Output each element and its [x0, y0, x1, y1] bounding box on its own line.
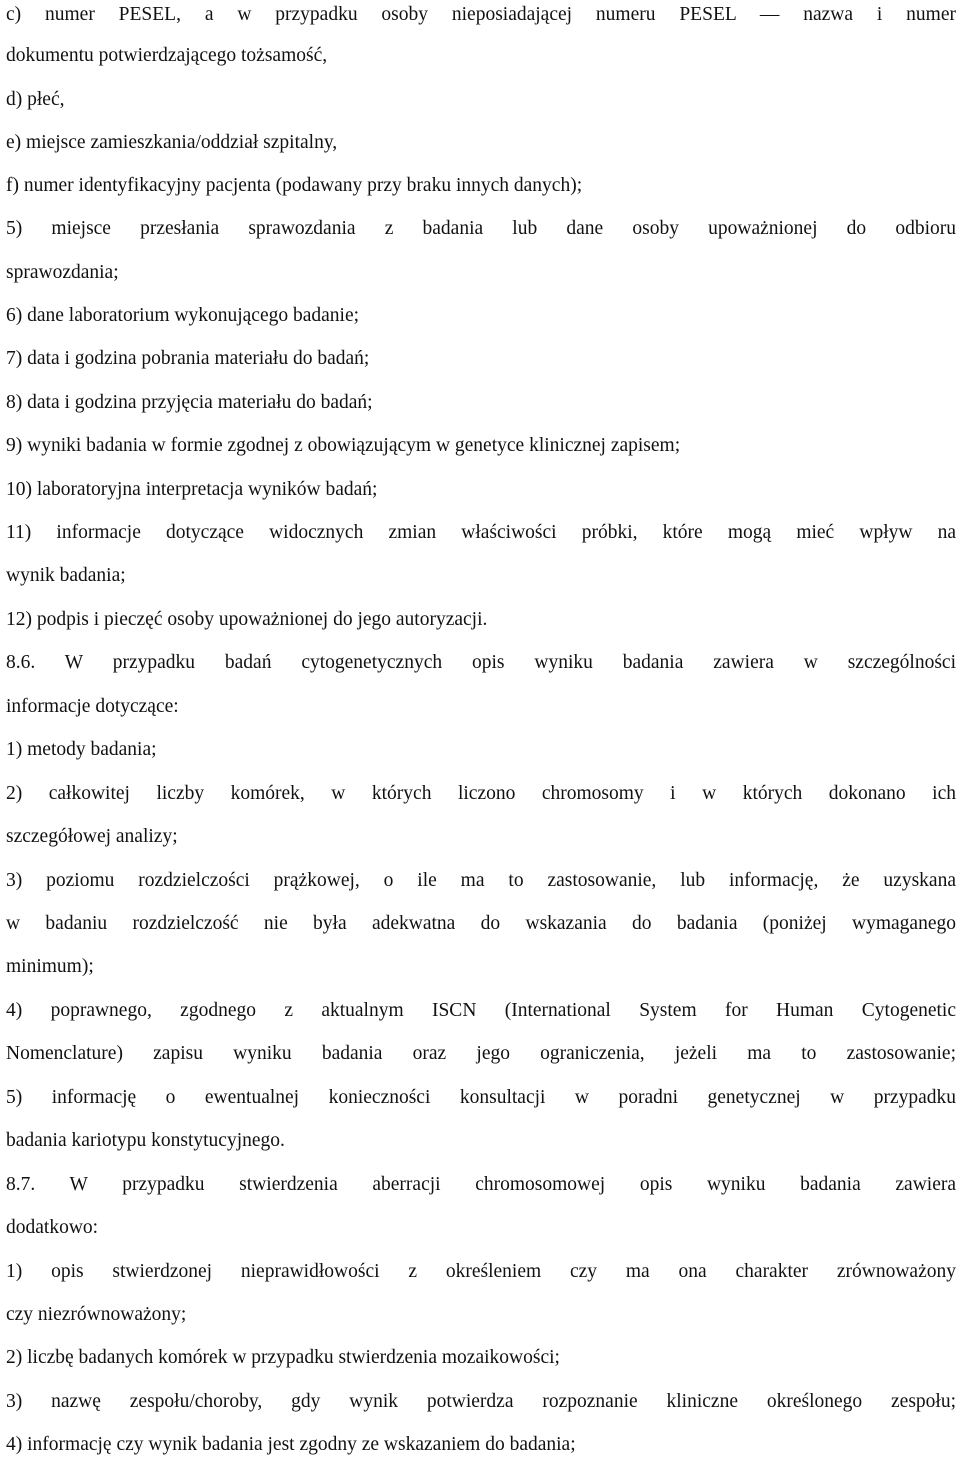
- text-line: 1) metody badania;: [6, 739, 157, 760]
- text-line: w badaniu rozdzielczość nie była adekwatna do wskazania do badania (poniżej wymaganego: [6, 913, 956, 934]
- text-line: 4) poprawnego, zgodnego z aktualnym ISCN (International System for Human Cytogenetic: [6, 1000, 956, 1021]
- text-line: c) numer PESEL, a w przypadku osoby nieposiadającej numeru PESEL — nazwa i numer: [6, 4, 956, 25]
- text-line: f) numer identyfikacyjny pacjenta (podawany przy braku innych danych);: [6, 175, 583, 196]
- text-line: 3) poziomu rozdzielczości prążkowej, o ile ma to zastosowanie, lub informację, że uzyskana: [6, 870, 956, 891]
- text-line: czy niezrównoważony;: [6, 1304, 187, 1325]
- text-line: 7) data i godzina pobrania materiału do badań;: [6, 348, 370, 369]
- text-line: dodatkowo:: [6, 1217, 99, 1238]
- text-line: d) płeć,: [6, 89, 65, 110]
- text-line: informacje dotyczące:: [6, 696, 179, 717]
- text-line: 2) całkowitej liczby komórek, w których liczono chromosomy i w których dokonano ich: [6, 783, 956, 804]
- text-line: Nomenclature) zapisu wyniku badania oraz jego ograniczenia, jeżeli ma to zastosowanie;: [6, 1043, 956, 1064]
- text-line: 12) podpis i pieczęć osoby upoważnionej do jego autoryzacji.: [6, 609, 488, 630]
- text-line: 10) laboratoryjna interpretacja wyników badań;: [6, 479, 378, 500]
- text-line: 5) miejsce przesłania sprawozdania z badania lub dane osoby upoważnionej do odbioru: [6, 218, 956, 239]
- text-line: 11) informacje dotyczące widocznych zmian właściwości próbki, które mogą mieć wpływ na: [6, 522, 956, 543]
- text-line: e) miejsce zamieszkania/oddział szpitalny,: [6, 132, 338, 153]
- text-line: 2) liczbę badanych komórek w przypadku stwierdzenia mozaikowości;: [6, 1347, 560, 1368]
- text-line: dokumentu potwierdzającego tożsamość,: [6, 45, 328, 66]
- text-line: 8) data i godzina przyjęcia materiału do badań;: [6, 392, 373, 413]
- text-line: szczegółowej analizy;: [6, 826, 178, 847]
- text-line: 4) informację czy wynik badania jest zgodny ze wskazaniem do badania;: [6, 1434, 576, 1455]
- text-line: 1) opis stwierdzonej nieprawidłowości z określeniem czy ma ona charakter zrównoważony: [6, 1261, 956, 1282]
- text-line: 8.7. W przypadku stwierdzenia aberracji chromosomowej opis wyniku badania zawiera: [6, 1174, 956, 1195]
- text-line: badania kariotypu konstytucyjnego.: [6, 1130, 285, 1151]
- text-line: 9) wyniki badania w formie zgodnej z obowiązującym w genetyce klinicznej zapisem;: [6, 435, 681, 456]
- text-line: wynik badania;: [6, 565, 126, 586]
- text-line: 6) dane laboratorium wykonującego badanie;: [6, 305, 360, 326]
- text-line: minimum);: [6, 956, 94, 977]
- text-line: 3) nazwę zespołu/choroby, gdy wynik potwierdza rozpoznanie kliniczne określonego zespołu;: [6, 1391, 956, 1412]
- text-line: sprawozdania;: [6, 262, 119, 283]
- text-line: 8.6. W przypadku badań cytogenetycznych opis wyniku badania zawiera w szczególności: [6, 652, 956, 673]
- text-line: 5) informację o ewentualnej konieczności konsultacji w poradni genetycznej w przypadku: [6, 1087, 956, 1108]
